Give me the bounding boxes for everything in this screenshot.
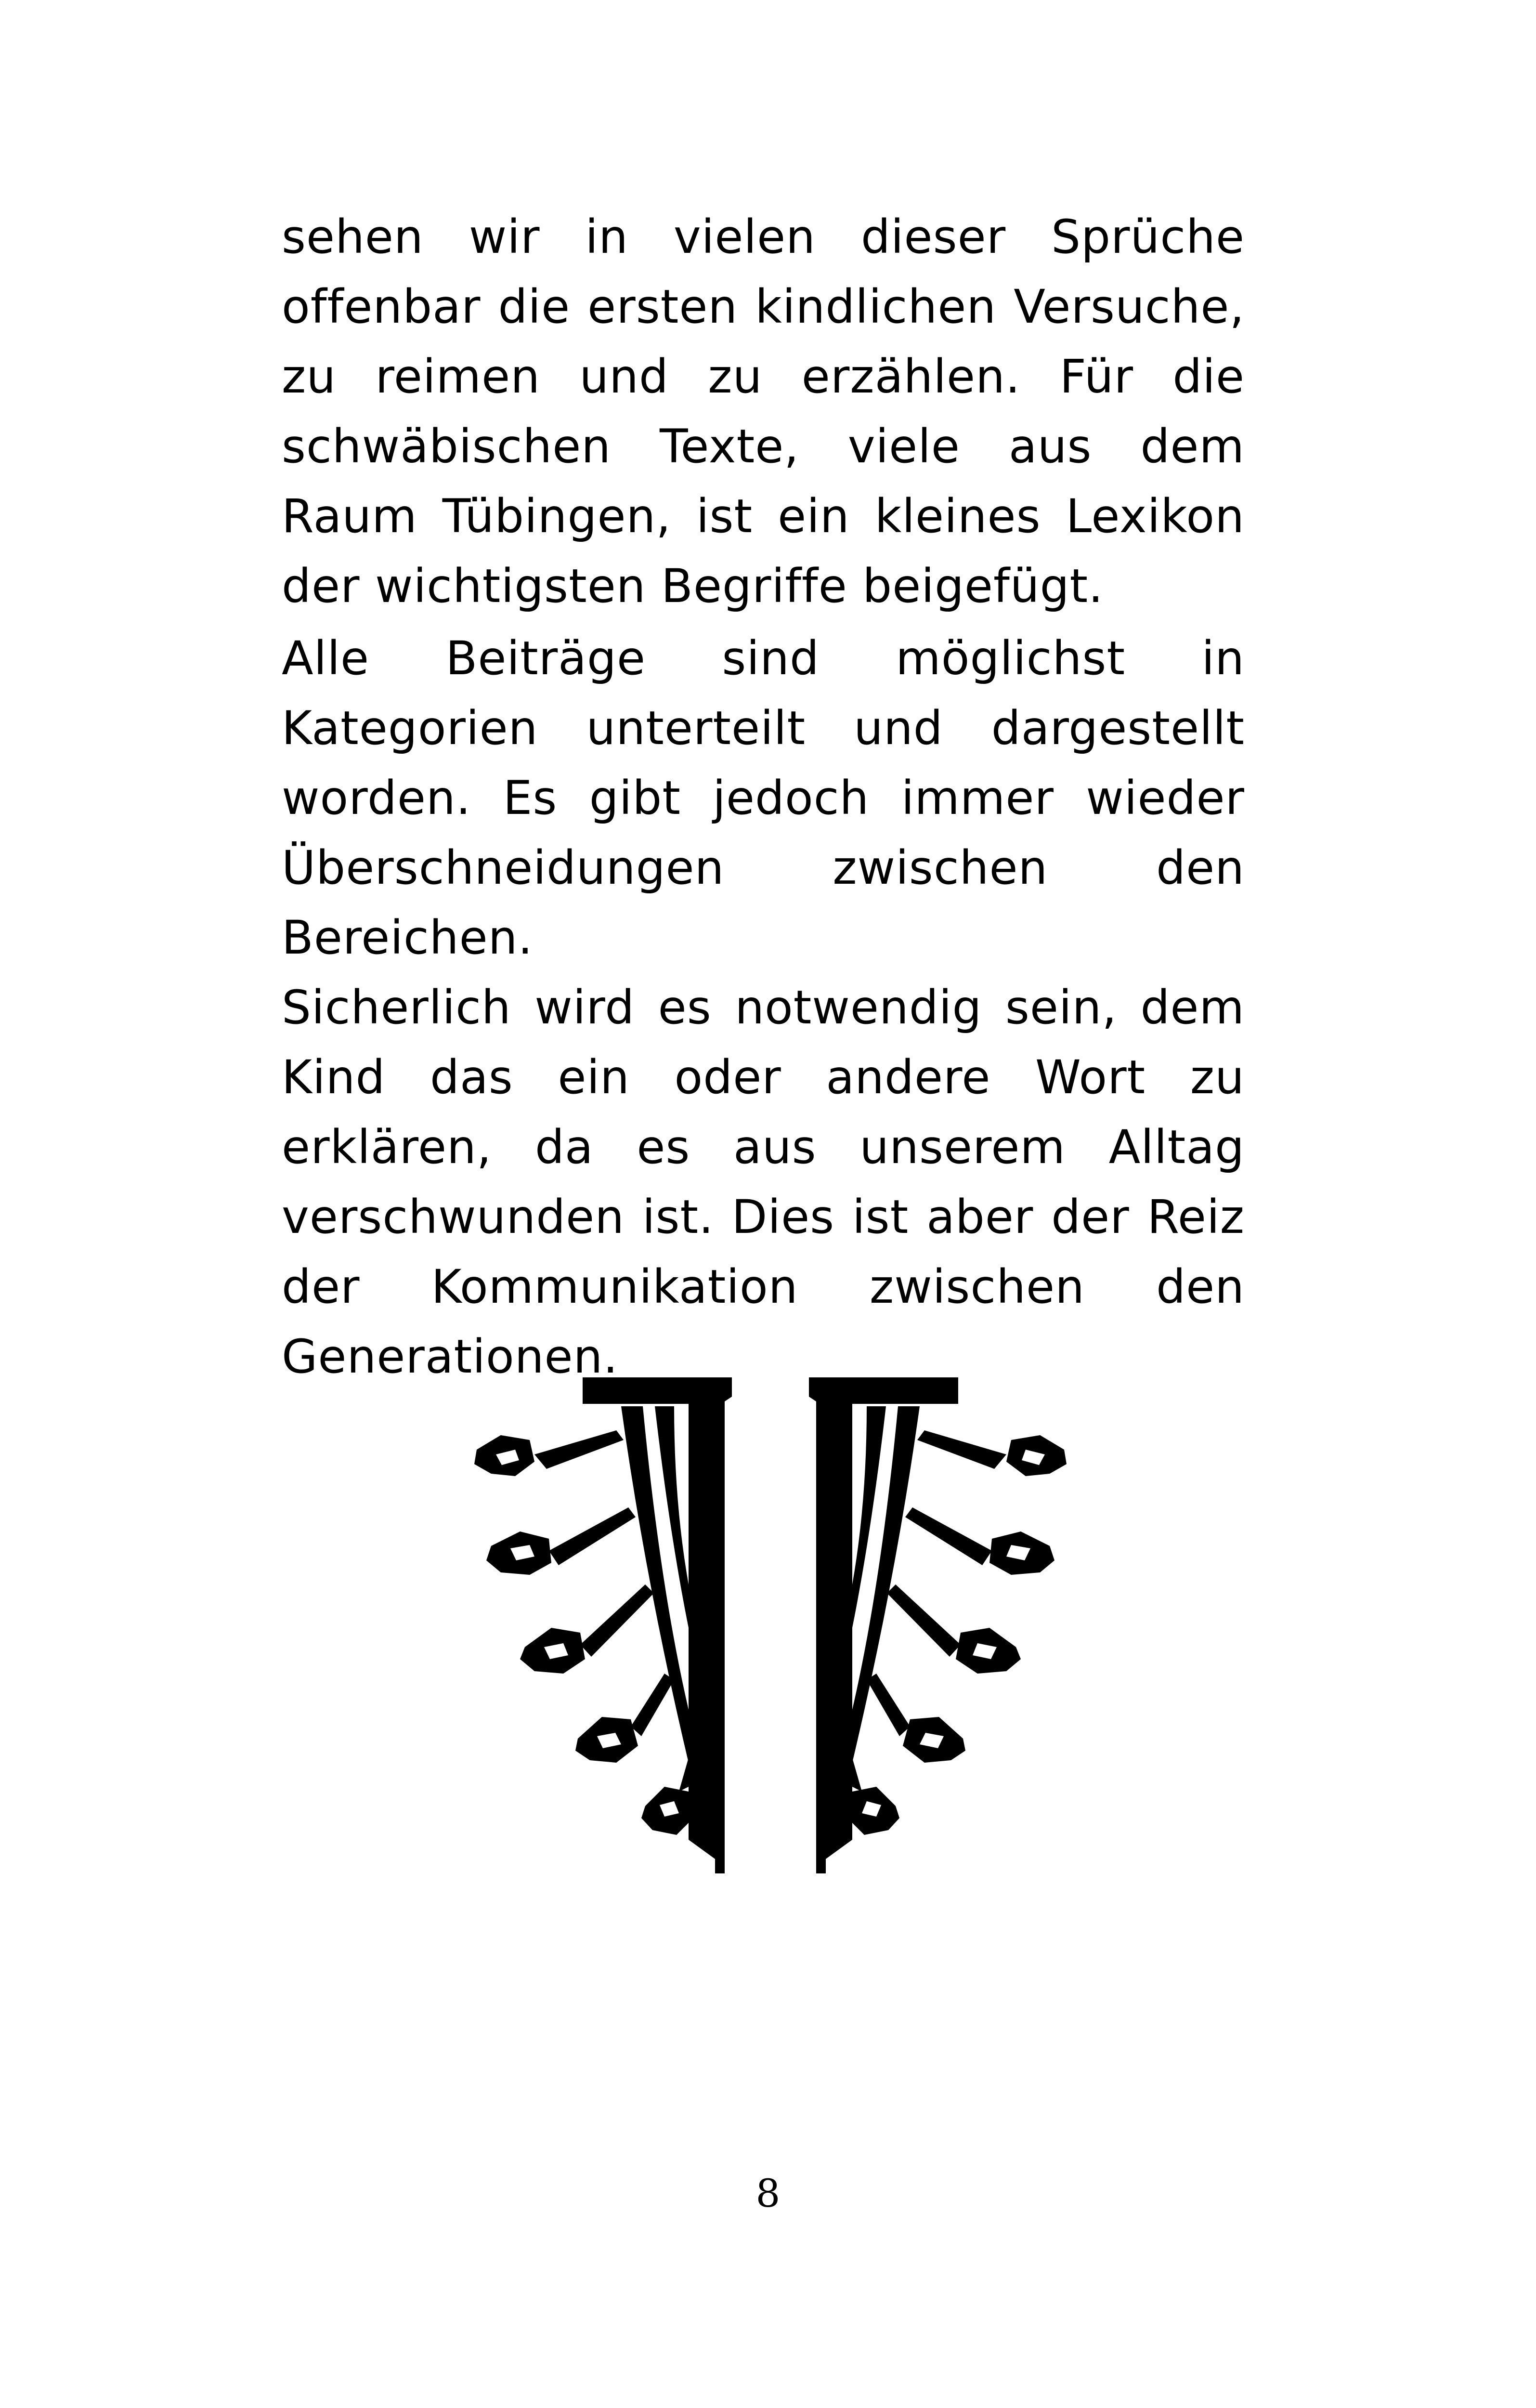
paragraph-generations — [282, 973, 1245, 1392]
paragraph-categories — [282, 624, 1245, 973]
paragraph-text: Sicherlich wird es notwendig sein, dem Kind das ein oder andere Wort zu erklären, da es aus unserem Alltag verschwunden ist. Dies ist aber der Reiz der Kommunikation zwischen den Generationen. — [282, 981, 1245, 1384]
paragraph-intro-sayings — [282, 202, 1245, 621]
paragraph-text: sehen wir in vielen dieser Sprüche offenbar die ersten kindlichen Versuche, zu reimen und zu erzählen. Für die schwäbischen Texte, viele aus dem Raum Tübingen, ist ein kleines Lexikon der wichtigsten Begriffe beigefügt. — [282, 210, 1245, 613]
winged-ornament-icon — [462, 1377, 1079, 1873]
page-number: 8 — [755, 2171, 781, 2216]
paragraph-text: Alle Beiträge sind möglichst in Kategorien unterteilt und dargestellt worden. Es gibt jedoch immer wieder Überschneidungen zwischen den Bereichen. — [282, 631, 1245, 965]
